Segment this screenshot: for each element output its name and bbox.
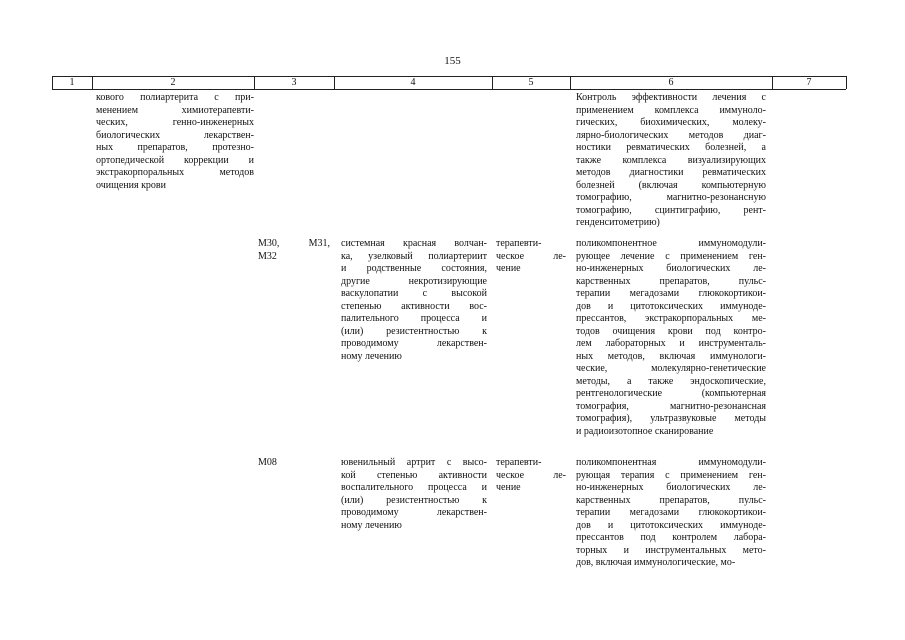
text-line: дов и цитотоксических иммуноде- — [576, 300, 766, 312]
text-line: проводимому лекарствен- — [341, 507, 487, 518]
text-line: лярно-биологических методов диаг- — [576, 129, 766, 141]
text-line: методов диагностики ревматических — [576, 167, 766, 178]
text-line: кового полиартерита с при- — [96, 92, 254, 103]
text-line: методы, а также эндоскопические, — [576, 375, 766, 387]
row2-method-cell — [576, 457, 766, 570]
column-number: 2 — [170, 77, 176, 88]
text-line: карственных препаратов, пульс- — [576, 275, 766, 287]
row1-icd-codes-cell — [258, 238, 330, 263]
text-line: гических, биохимических, молеку- — [576, 117, 766, 128]
text-line: рентгенологические (компьютерная — [576, 388, 766, 399]
text-line: другие некротизирующие — [341, 275, 487, 287]
text-line: но-инженерных биологических ле- — [576, 482, 766, 493]
column-number: 5 — [528, 77, 534, 88]
text-line: карственных препаратов, пульс- — [576, 494, 766, 506]
text-line: ностики ревматических болезней, а — [576, 142, 766, 153]
text-line: и радиоизотопное сканирование — [576, 425, 714, 437]
text-line: ческие, молекулярно-генетические — [576, 363, 766, 374]
text-line: ческое ле- — [496, 469, 566, 481]
text-line: рующее лечение с применением ген- — [576, 250, 766, 262]
column-number: 3 — [291, 77, 297, 88]
column-number: 4 — [410, 77, 416, 88]
row0-method-cell — [576, 92, 766, 230]
text-line: поликомпонентное иммуномодули- — [576, 238, 766, 249]
text-line: томографию, сцинтиграфию, рент- — [576, 204, 766, 216]
text-line: терапевти- — [496, 457, 542, 468]
row2-model-cell — [341, 457, 487, 532]
text-line: терапии мегадозами глюкокортикои- — [576, 288, 766, 299]
row2-icd-codes-cell — [258, 457, 330, 470]
text-line: поликомпонентная иммуномодули- — [576, 457, 766, 468]
text-line: чение — [496, 263, 521, 274]
text-line: томографию, магнитно-резонансную — [576, 192, 766, 203]
header-divider — [846, 76, 847, 89]
text-line: чение — [496, 482, 521, 493]
text-line: ных методов, включая иммунологи- — [576, 350, 766, 362]
text-line: палительного процесса и — [341, 313, 487, 324]
text-line: ка, узелковый полиартериит — [341, 250, 487, 262]
text-line: генденситометрию) — [576, 217, 660, 228]
text-line: прессантов под контролем лабора- — [576, 532, 766, 543]
text-line: экстракорпоральных методов — [96, 167, 254, 178]
table-header-rule-bottom — [52, 89, 846, 90]
text-line: рующая терапия с применением ген- — [576, 469, 766, 481]
row1-treatment-type-cell — [496, 238, 566, 276]
text-line: применением комплекса иммуноло- — [576, 104, 766, 116]
row1-method-cell — [576, 238, 766, 438]
text-line: ческое ле- — [496, 250, 566, 262]
text-line: ному лечению — [341, 350, 402, 362]
text-line: но-инженерных биологических ле- — [576, 263, 766, 274]
text-line: кой степенью активности — [341, 469, 487, 481]
row2-treatment-type-cell — [496, 457, 566, 495]
column-number: 1 — [69, 77, 75, 88]
text-line: ортопедической коррекции и — [96, 154, 254, 166]
text-line: томография), ультразвуковые методы — [576, 413, 766, 424]
text-line: воспалительного процесса и — [341, 482, 487, 493]
text-line: (или) резистентностью к — [341, 325, 487, 337]
text-line: системная красная волчан- — [341, 238, 487, 249]
text-line: степенью активности вос- — [341, 300, 487, 312]
text-line: проводимому лекарствен- — [341, 338, 487, 349]
text-line: лем лабораторных и инструменталь- — [576, 338, 766, 349]
text-line: M30, M31, — [258, 238, 330, 249]
row0-treatment-cell — [96, 92, 254, 192]
text-line: терапии мегадозами глюкокортикои- — [576, 507, 766, 518]
text-line: прессантов, экстракорпоральных ме- — [576, 313, 766, 324]
column-number: 6 — [668, 77, 674, 88]
text-line: ювенильный артрит с высо- — [341, 457, 487, 468]
text-line: M32 — [258, 250, 277, 262]
text-line: тодов очищения крови под контро- — [576, 325, 766, 337]
text-line: болезней (включая компьютерную — [576, 179, 766, 191]
text-line: M08 — [258, 457, 277, 468]
text-line: ческих, генно-инженерных — [96, 117, 254, 128]
text-line: торных и инструментальных мето- — [576, 544, 766, 556]
text-line: и родственные состояния, — [341, 263, 487, 274]
text-line: томография, магнитно-резонансная — [576, 400, 766, 412]
text-line: терапевти- — [496, 238, 542, 249]
text-line: также комплекса визуализирующих — [576, 154, 766, 166]
page-number: 155 — [444, 55, 461, 67]
row1-model-cell — [341, 238, 487, 363]
text-line: (или) резистентностью к — [341, 494, 487, 506]
text-line: менением химиотерапевти- — [96, 104, 254, 116]
text-line: Контроль эффективности лечения с — [576, 92, 766, 103]
text-line: дов и цитотоксических иммуноде- — [576, 519, 766, 531]
column-number: 7 — [806, 77, 812, 88]
text-line: биологических лекарствен- — [96, 129, 254, 141]
text-line: очищения крови — [96, 179, 166, 191]
text-line: ному лечению — [341, 519, 402, 531]
text-line: ных препаратов, протезно- — [96, 142, 254, 153]
text-line: дов, включая иммунологические, мо- — [576, 557, 736, 568]
text-line: васкулопатии с высокой — [341, 288, 487, 299]
